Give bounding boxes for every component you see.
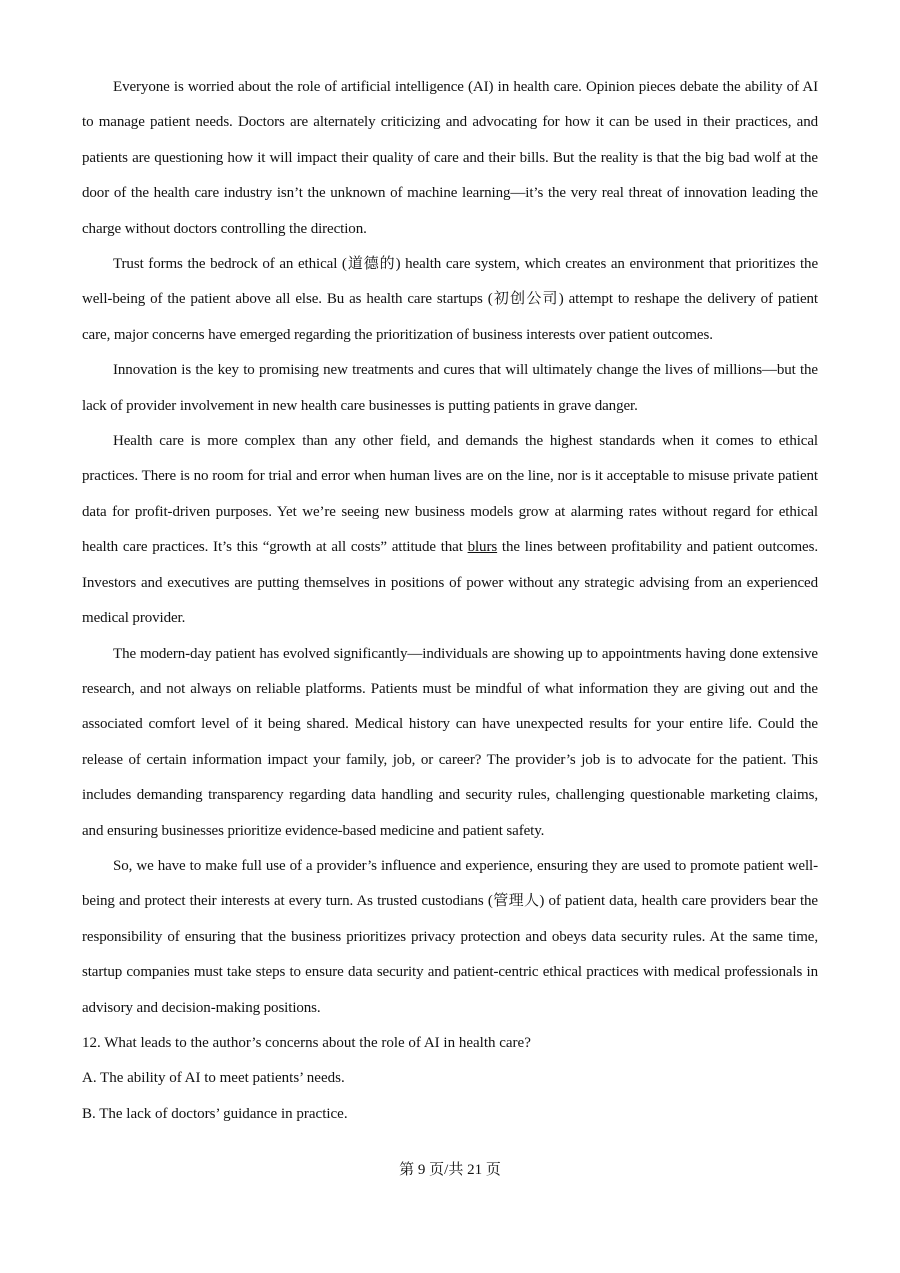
passage-paragraph-1: Everyone is worried about the role of artificial intelligence (AI) in health care. Opinion pieces debate the ability of AI to manage patient needs. Doctors are alternately criticizing and advocating for how it can be used in their practices, and patients are questioning how it will impact their quality of care and their bills. But the reality is that the big bad wolf at the door of the health care industry isn’t the unknown of machine learning—it’s the very real threat of innovation leading the charge without doctors controlling the direction. [82, 79, 818, 237]
document-page [82, 70, 818, 1132]
passage-paragraph-5: The modern-day patient has evolved significantly—individuals are showing up to appointments having done extensive research, and not always on reliable platforms. Patients must be mindful of what information they are giving out and the associated comfort level of it being shared. Medical history can have unexpected results for your entire life. Could the release of certain information impact your family, job, or career? The provider’s job is to advocate for the patient. This includes demanding transparency regarding data handling and security rules, challenging questionable marketing claims, and ensuring businesses prioritize evidence-based medicine and patient safety. [82, 645, 818, 839]
passage-paragraph-3: Innovation is the key to promising new treatments and cures that will ultimately change the lives of millions—but the lack of provider involvement in new health care businesses is putting patients in grave danger. [82, 362, 818, 414]
paragraph-4-text-end: the lines between profitability and patient outcomes. Investors and executives are putting themselves in positions of power without any strategic advising from an experienced medical provider. [82, 539, 818, 627]
page-number-footer: 第 9 页/共 21 页 [399, 1162, 501, 1178]
question-stem: 12. What leads to the author’s concerns about the role of AI in health care? [82, 1034, 531, 1051]
paragraph-4-text-start: Health care is more complex than any other field, and demands the highest standards when it comes to ethical practices. There is no room for trial and error when human lives are on the line, nor is it acceptable to misuse private patient data for profit-driven purposes. Yet we’re seeing new business models grow at alarming rates without regard for ethical health care practices. It’s this “growth at all costs” attitude that [82, 433, 818, 556]
passage-paragraph-6: So, we have to make full use of a provider’s influence and experience, ensuring they are used to promote patient well-being and protect their interests at every turn. As trusted custodians (管理人) of patient data, health care providers bear the responsibility of ensuring that the business prioritizes privacy protection and obeys data security rules. At the same time, startup companies must take steps to ensure data security and patient-centric ethical practices with medical professionals in advisory and decision-making positions. [82, 857, 818, 1016]
passage-paragraph-2: Trust forms the bedrock of an ethical (道德的) health care system, which creates an environment that prioritizes the well-being of the patient above all else. Bu as health care startups (初创公司) attempt to reshape the delivery of patient care, major concerns have emerged regarding the prioritization of business interests over patient outcomes. [82, 256, 818, 343]
answer-option-a: A. The ability of AI to meet patients’ needs. [82, 1070, 345, 1087]
passage-paragraph-4 [82, 424, 818, 636]
answer-option-b: B. The lack of doctors’ guidance in practice. [82, 1105, 348, 1122]
underlined-word: blurs [467, 539, 498, 556]
